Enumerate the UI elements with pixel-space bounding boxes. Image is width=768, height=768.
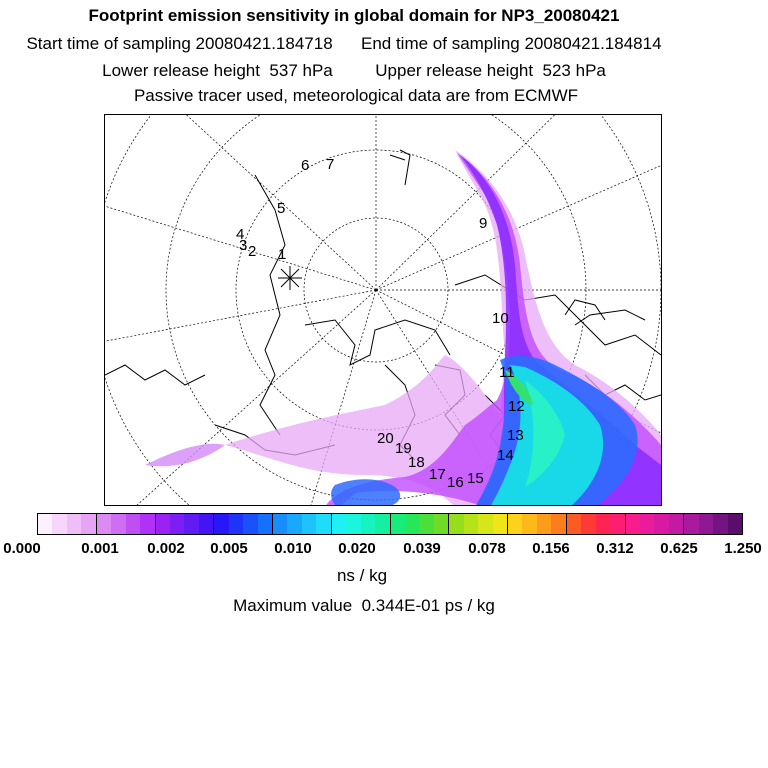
colorbar-unit: ns / kg	[336, 566, 388, 585]
colorbar-tick-label: 0.005	[210, 540, 248, 557]
track-label: 18	[408, 454, 425, 471]
colorbar-segment	[654, 514, 668, 534]
colorbar-segment	[38, 514, 52, 534]
colorbar-segment	[684, 514, 698, 534]
colorbar	[37, 513, 743, 535]
colorbar-tick-label: 0.001	[81, 540, 119, 557]
track-label: 13	[507, 427, 524, 444]
colorbar-segment	[52, 514, 66, 534]
colorbar-segment	[229, 514, 243, 534]
colorbar-segment	[302, 514, 316, 534]
sampling-time-line: Start time of sampling 20080421.184718 End time of sampling 20080421.184814	[26, 34, 662, 53]
colorbar-segment	[537, 514, 551, 534]
colorbar-tick-label: 0.312	[596, 540, 634, 557]
colorbar-segment	[464, 514, 478, 534]
track-label: 19	[395, 440, 412, 457]
colorbar-segment	[375, 514, 390, 534]
track-label: 1	[278, 246, 287, 263]
colorbar-segment	[243, 514, 257, 534]
colorbar-tick-label: 1.250	[724, 540, 762, 557]
colorbar-segment	[184, 514, 198, 534]
colorbar-segment	[713, 514, 727, 534]
colorbar-tick-label: 0.020	[338, 540, 376, 557]
colorbar-segment	[97, 514, 111, 534]
track-label: 11	[499, 364, 515, 381]
colorbar-segment	[81, 514, 96, 534]
colorbar-tick-label: 0.156	[532, 540, 570, 557]
colorbar-segment	[610, 514, 625, 534]
colorbar-segment	[111, 514, 125, 534]
colorbar-segment	[596, 514, 610, 534]
colorbar-segment	[449, 514, 463, 534]
colorbar-segment	[522, 514, 536, 534]
colorbar-segment	[346, 514, 360, 534]
colorbar-tick-label: 0.625	[660, 540, 698, 557]
track-label: 4	[236, 226, 245, 243]
track-label: 2	[248, 243, 257, 260]
colorbar-tick-label: 0.000	[3, 540, 41, 557]
colorbar-segment	[508, 514, 522, 534]
track-label: 17	[429, 466, 446, 483]
colorbar-segment	[273, 514, 287, 534]
polar-map	[104, 114, 662, 506]
colorbar-segment	[581, 514, 595, 534]
colorbar-tick-label: 0.078	[468, 540, 506, 557]
track-label: 10	[492, 310, 509, 327]
track-label: 14	[497, 447, 514, 464]
track-label: 12	[508, 398, 525, 415]
colorbar-segment	[199, 514, 214, 534]
track-label: 9	[479, 215, 488, 232]
track-label: 15	[467, 470, 484, 487]
colorbar-segment	[126, 514, 140, 534]
track-label: 20	[377, 430, 394, 447]
colorbar-segment	[361, 514, 375, 534]
track-label: 16	[447, 474, 464, 491]
map-canvas	[105, 115, 662, 506]
colorbar-segment	[626, 514, 640, 534]
colorbar-segment	[699, 514, 713, 534]
colorbar-segment	[405, 514, 419, 534]
colorbar-segment	[258, 514, 273, 534]
track-label: 7	[326, 156, 335, 173]
track-label: 5	[277, 200, 286, 217]
colorbar-segment	[170, 514, 184, 534]
colorbar-segment	[287, 514, 301, 534]
release-height-line: Lower release height 537 hPa Upper release height 523 hPa	[102, 61, 606, 80]
colorbar-segment	[156, 514, 170, 534]
colorbar-segment	[214, 514, 228, 534]
plume-west-patch	[145, 444, 225, 467]
colorbar-tick-label: 0.010	[274, 540, 312, 557]
colorbar-segment	[140, 514, 155, 534]
colorbar-segment	[669, 514, 684, 534]
colorbar-segment	[478, 514, 492, 534]
colorbar-segment	[434, 514, 449, 534]
colorbar-tick-label: 0.039	[403, 540, 441, 557]
tracer-info-line: Passive tracer used, meteorological data are from ECMWF	[133, 86, 579, 105]
colorbar-segment	[551, 514, 566, 534]
colorbar-tick-label: 0.002	[147, 540, 185, 557]
colorbar-segment	[419, 514, 433, 534]
chart-title: Footprint emission sensitivity in global domain for NP3_20080421	[88, 6, 620, 25]
track-label: 6	[301, 157, 310, 174]
track-label: 3	[239, 237, 248, 254]
colorbar-segment	[316, 514, 331, 534]
colorbar-segment	[332, 514, 346, 534]
colorbar-segment	[67, 514, 81, 534]
colorbar-segment	[640, 514, 654, 534]
maximum-value: Maximum value 0.344E-01 ps / kg	[233, 596, 495, 615]
colorbar-segment	[391, 514, 405, 534]
release-marker	[278, 266, 302, 290]
colorbar-segment	[567, 514, 581, 534]
colorbar-segment	[493, 514, 508, 534]
colorbar-segment	[728, 514, 742, 534]
